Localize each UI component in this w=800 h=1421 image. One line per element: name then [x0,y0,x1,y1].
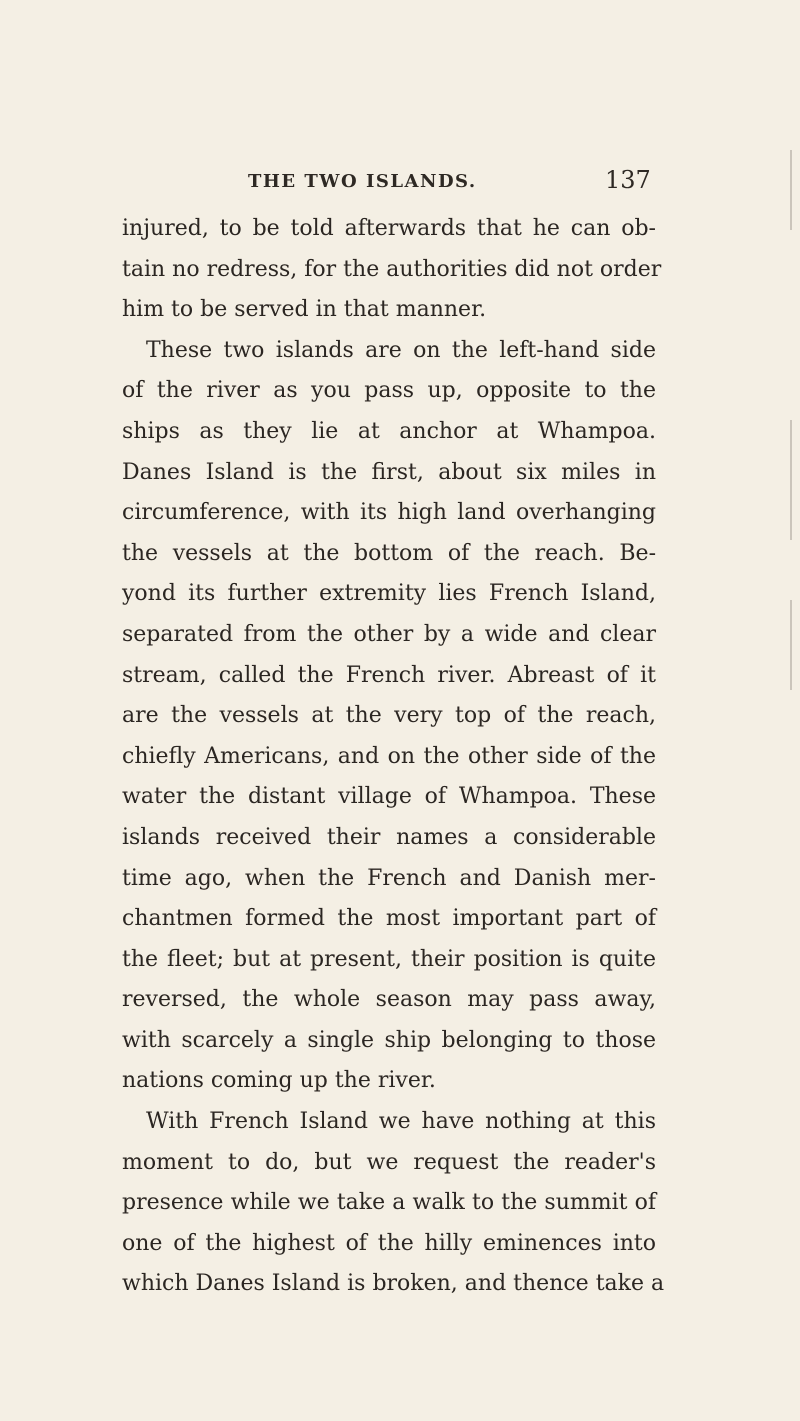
page-edge-mark [790,420,792,540]
page-number: 137 [605,166,651,194]
text-line-24: moment to do, but we request the reader's [122,1149,656,1175]
text-line-10: yond its further extremity lies French Island, [122,581,656,607]
text-line-15: water the distant village of Whampoa. These [122,784,656,810]
text-line-18: chantmen formed the most important part of [122,906,656,932]
text-line-1: injured, to be told afterwards that he can ob- [122,216,656,241]
text-line-14: chiefly Americans, and on the other side of the [122,743,656,769]
text-line-13: are the vessels at the very top of the reach, [122,703,656,729]
text-line-26: one of the highest of the hilly eminences into [122,1230,656,1256]
body-text [122,209,665,1305]
text-line-3: him to be served in that manner. [122,297,487,323]
text-line-23: With French Island we have nothing at this [146,1109,656,1135]
text-line-7: Danes Island is the first, about six miles in [122,459,656,485]
text-line-9: the vessels at the bottom of the reach. Be- [122,540,656,566]
page-edge-mark [790,150,792,230]
text-line-19: the fleet; but at present, their position is quite [122,946,656,972]
text-line-11: separated from the other by a wide and clear [122,621,656,647]
text-line-20: reversed, the whole season may pass away, [122,987,656,1013]
text-line-22: nations coming up the river. [122,1068,436,1094]
page-edge-mark [790,600,792,690]
text-line-16: islands received their names a considerable [122,824,656,850]
text-line-27: which Danes Island is broken, and thence take a [122,1271,665,1297]
text-line-2: tain no redress, for the authorities did not order [122,256,662,282]
running-head: THE TWO ISLANDS. [248,171,477,192]
text-line-25: presence while we take a walk to the summit of [122,1190,656,1216]
text-line-4: These two islands are on the left-hand side [146,337,656,363]
text-line-6: ships as they lie at anchor at Whampoa. [122,418,656,444]
text-line-5: of the river as you pass up, opposite to the [122,378,656,404]
text-line-21: with scarcely a single ship belonging to those [122,1027,656,1053]
text-line-8: circumference, with its high land overhanging [122,500,656,526]
text-line-12: stream, called the French river. Abreast of it [122,662,656,688]
text-line-17: time ago, when the French and Danish mer- [122,865,656,891]
